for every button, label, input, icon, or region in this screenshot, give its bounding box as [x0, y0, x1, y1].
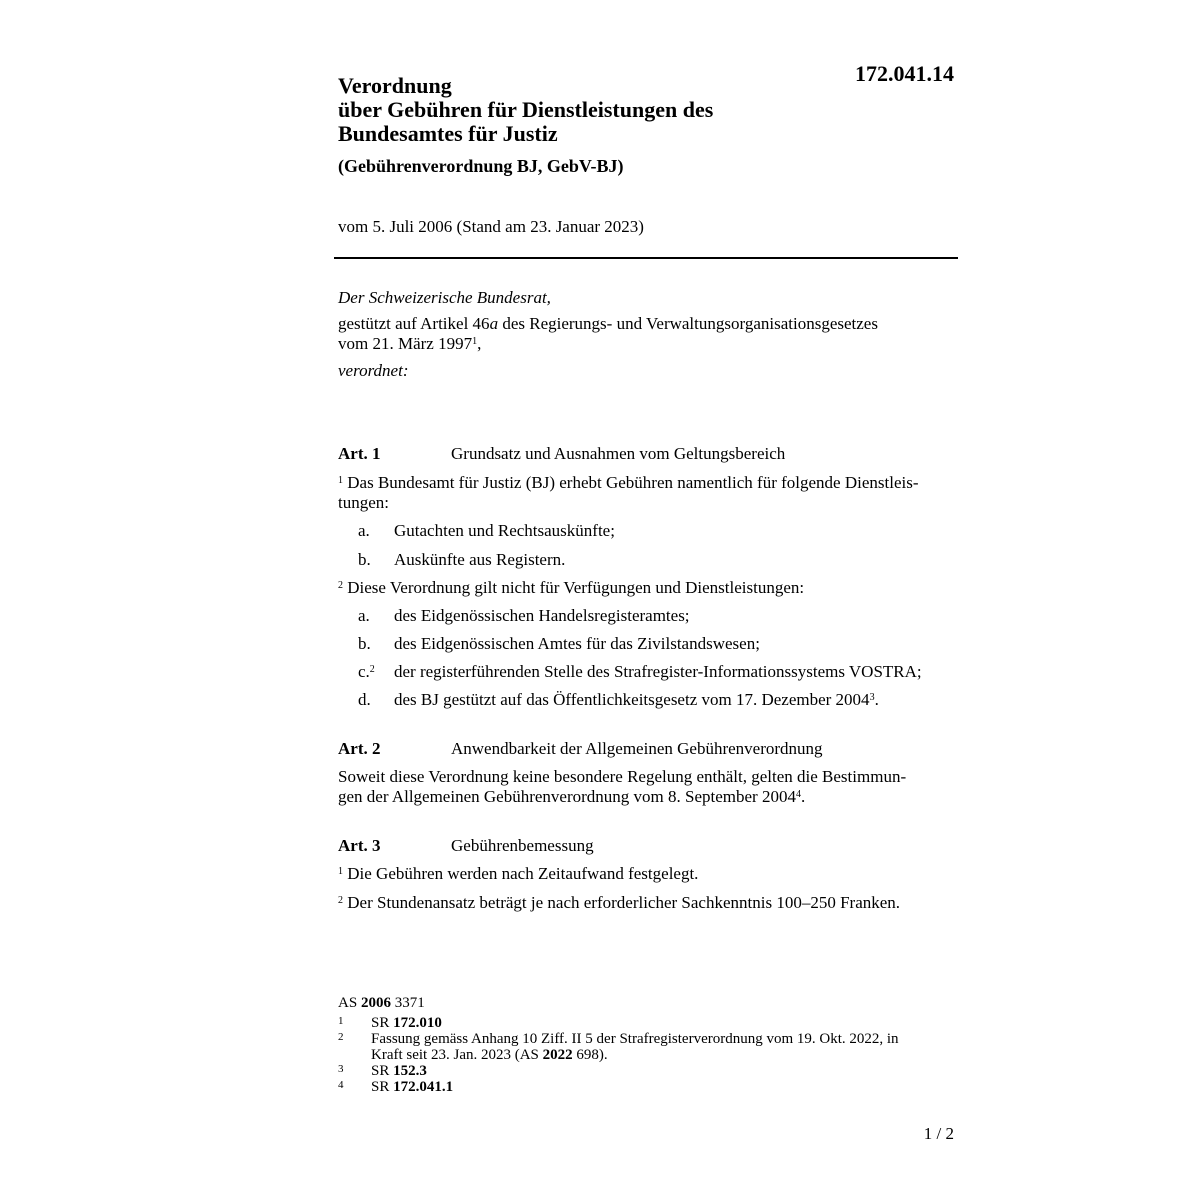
article-3-title: Gebührenbemessung: [451, 836, 594, 855]
article-3-paragraph-2: $^2$ Der Stundenansatz beträgt je nach erforderlicher Sachkenntnis 100–250 Franken.: [338, 893, 901, 912]
footnote-1: SR 172.010: [371, 1015, 442, 1031]
article-2-title: Anwendbarkeit der Allgemeinen Gebührenverordnung: [451, 739, 823, 758]
footnote-number: 2: [338, 1031, 344, 1043]
article-1-paragraph-2: $^2$ Diese Verordnung gilt nicht für Verfügungen und Dienstleistungen:: [338, 578, 805, 597]
footnote-number: 1: [338, 1015, 344, 1027]
list-item: Auskünfte aus Registern.: [394, 550, 566, 569]
header-divider: [334, 257, 958, 259]
paragraph-number: 2: [338, 895, 343, 906]
preamble-decree: verordnet:: [338, 361, 409, 380]
paragraph-number: 1: [338, 475, 343, 486]
page-number: 1 / 2: [923, 1124, 954, 1143]
article-3-paragraph-1: $^1$ Die Gebühren werden nach Zeitaufwand festgelegt.: [338, 864, 699, 883]
list-item: des Eidgenössischen Handelsregisteramtes;: [394, 606, 690, 625]
footnote-number: 3: [338, 1063, 344, 1075]
list-item: der registerführenden Stelle des Strafregister-Informationssystems VOSTRA;: [394, 662, 922, 681]
footnote-2-cont: Kraft seit 23. Jan. 2023 (AS 2022 698).: [371, 1047, 608, 1063]
preamble-basis: gestützt auf Artikel 46a des Regierungs- und Verwaltungsorganisationsgesetzes: [338, 314, 878, 333]
document-date: vom 5. Juli 2006 (Stand am 23. Januar 2023): [338, 217, 644, 236]
article-2-text-cont: gen der Allgemeinen Gebührenverordnung vom 8. September 2004$^4$.: [338, 787, 806, 806]
footnote-4: SR 172.041.1: [371, 1079, 454, 1095]
official-collection-reference: AS 2006 3371: [338, 995, 425, 1011]
article-3-number: Art. 3: [338, 836, 381, 855]
article-2-text: Soweit diese Verordnung keine besondere Regelung enthält, gelten die Bestimmun-: [338, 767, 907, 786]
footnote-ref: 4: [795, 789, 801, 800]
footnote-ref: 3: [869, 692, 875, 703]
article-1-paragraph-1: $^1$ Das Bundesamt für Justiz (BJ) erhebt Gebühren namentlich für folgende Dienstleis-: [338, 473, 919, 492]
document-subtitle: (Gebührenverordnung BJ, GebV-BJ): [338, 156, 624, 176]
footnote-ref: 1: [472, 336, 478, 347]
list-item-label: d.: [358, 690, 371, 709]
list-item: des Eidgenössischen Amtes für das Zivilstandswesen;: [394, 634, 760, 653]
title-line: Verordnung: [338, 73, 452, 98]
document-title: [338, 74, 838, 146]
footnote-number: 4: [338, 1079, 344, 1091]
article-1-paragraph-1-cont: tungen:: [338, 493, 389, 512]
title-line: Bundesamtes für Justiz: [338, 121, 558, 146]
article-1-title: Grundsatz und Ausnahmen vom Geltungsbereich: [451, 444, 786, 463]
preamble-authority: Der Schweizerische Bundesrat,: [338, 288, 551, 307]
article-2-number: Art. 2: [338, 739, 381, 758]
preamble-basis-line2: vom 21. März 1997$^1$,: [338, 334, 482, 353]
footnote-3: SR 152.3: [371, 1063, 427, 1079]
paragraph-number: 1: [338, 866, 343, 877]
list-item-label: b.: [358, 550, 371, 569]
list-item: des BJ gestützt auf das Öffentlichkeitsgesetz vom 17. Dezember 2004$^3$.: [394, 690, 879, 709]
list-item-label: a.: [358, 606, 370, 625]
sr-number: 172.041.14: [855, 61, 954, 86]
footnote-2: Fassung gemäss Anhang 10 Ziff. II 5 der Strafregisterverordnung vom 19. Okt. 2022, in: [371, 1031, 899, 1047]
footnote-ref: 2: [369, 664, 375, 675]
list-item-label: b.: [358, 634, 371, 653]
paragraph-number: 2: [338, 580, 343, 591]
article-1-number: Art. 1: [338, 444, 381, 463]
title-line: über Gebühren für Dienstleistungen des: [338, 97, 714, 122]
list-item-label: c.$^2$: [358, 662, 375, 681]
list-item: Gutachten und Rechtsauskünfte;: [394, 521, 615, 540]
list-item-label: a.: [358, 521, 370, 540]
